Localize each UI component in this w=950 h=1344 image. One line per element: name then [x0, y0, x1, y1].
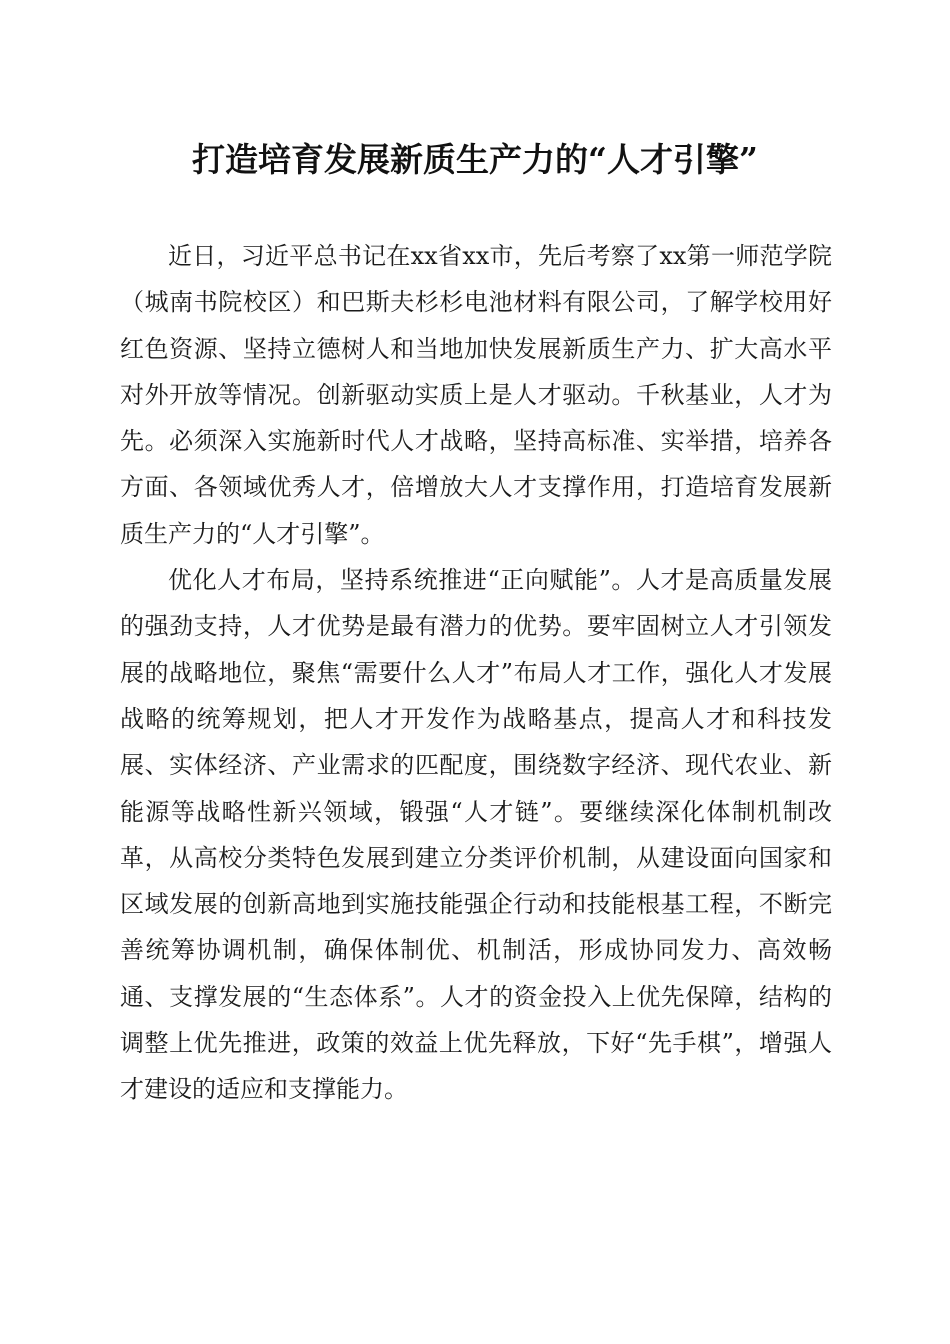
- paragraph-1: 近日，习近平总书记在xx省xx市，先后考察了xx第一师范学院（城南书院校区）和巴斯夫杉杉电池材料有限公司，了解学校用好红色资源、坚持立德树人和当地加快发展新质生产力、扩大高水平对外开放等情况。创新驱动实质上是人才驱动。千秋基业，人才为先。必须深入实施新时代人才战略，坚持高标准、实举措，培养各方面、各领域优秀人才，倍增放大人才支撑作用，打造培育发展新质生产力的“人才引擎”。: [120, 242, 832, 548]
- document-body: [120, 233, 832, 1113]
- paragraph-2: 优化人才布局，坚持系统推进“正向赋能”。人才是高质量发展的强劲支持，人才优势是最有潜力的优势。要牢固树立人才引领发展的战略地位，聚焦“需要什么人才”布局人才工作，强化人才发展战略的统筹规划，把人才开发作为战略基点，提高人才和科技发展、实体经济、产业需求的匹配度，围绕数字经济、现代农业、新能源等战略性新兴领域，锻强“人才链”。要继续深化体制机制改革，从高校分类特色发展到建立分类评价机制，从建设面向国家和区域发展的创新高地到实施技能强企行动和技能根基工程，不断完善统筹协调机制，确保体制优、机制活，形成协同发力、高效畅通、支撑发展的“生态体系”。人才的资金投入上优先保障，结构的调整上优先推进，政策的效益上优先释放，下好“先手棋”，增强人才建设的适应和支撑能力。: [120, 566, 832, 1104]
- document-title: 打造培育发展新质生产力的“人才引擎”: [192, 140, 758, 179]
